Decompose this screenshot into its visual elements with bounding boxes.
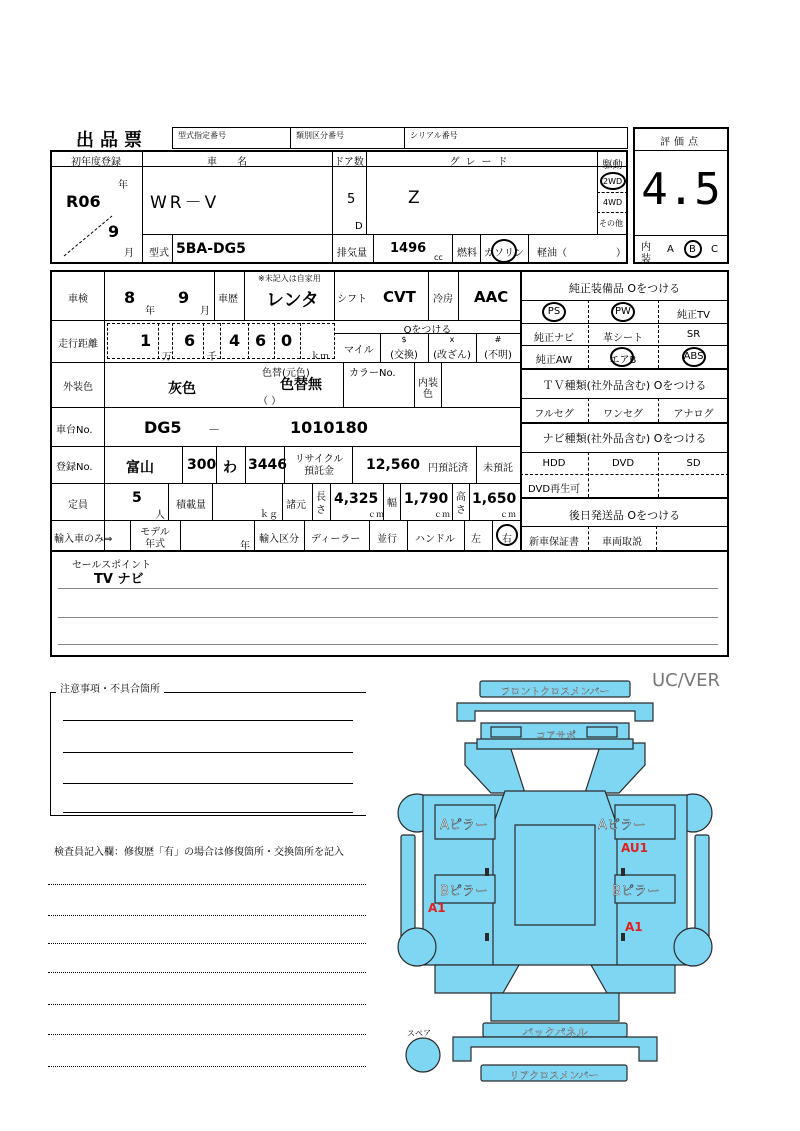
color-no-label: カラーNo. (349, 368, 396, 379)
repaint-value: 色替無 (280, 377, 322, 393)
damage-mark-au1: AU1 (621, 841, 649, 855)
first-reg-label: 初年度登録 (71, 157, 121, 168)
handle-label: ハンドル (415, 534, 455, 545)
mile-option[interactable]: マイル (344, 345, 374, 356)
grade-a: A (667, 244, 674, 255)
dims-label: 諸元 (286, 500, 306, 511)
reg-class: 300 (187, 457, 217, 473)
ac-value: AAC (474, 288, 509, 306)
label-b-pillar-left: Bピラー (440, 884, 488, 899)
tv-type-title: ＴＶ種類(社外品含む) Oをつける (542, 379, 707, 392)
equip-airbag-circle (610, 347, 634, 367)
mileage-digit-3: 4 (229, 331, 241, 350)
recycle-unit: 円預託済 (428, 463, 468, 474)
grade-b-circle (684, 240, 702, 258)
label-front-cross: フロントクロスメンバー (500, 687, 610, 698)
mileage-sen: 千 (207, 352, 217, 363)
diesel-close: ） (616, 248, 626, 259)
exterior-value: 灰色 (168, 381, 196, 397)
history-value: レンタ (266, 290, 319, 311)
model-label: 型式 (149, 248, 169, 259)
inspector-label: 検査員記入欄：修復歴「有」の場合は修復箇所・交換箇所を記入 (54, 847, 344, 858)
later-manual[interactable]: 車両取説 (602, 537, 642, 548)
import-dealer[interactable]: ディーラー (311, 534, 361, 545)
equip-abs-circle (682, 347, 706, 367)
car-name-value: WR－V (150, 193, 220, 213)
navi-sd[interactable]: SD (686, 458, 701, 469)
reg-area: 富山 (126, 460, 154, 476)
tamper-option[interactable]: (改ざん) (433, 350, 471, 361)
tv-analog[interactable]: アナログ (673, 409, 714, 420)
displacement-unit: cc (434, 253, 443, 262)
label-core-support: コアサポ (536, 731, 576, 742)
navi-type-title: ナビ種類(社外品含む) Oをつける (542, 432, 707, 445)
tv-oneseg[interactable]: ワンセグ (603, 409, 643, 420)
header-fields (172, 127, 628, 149)
displacement-label: 排気量 (337, 248, 367, 259)
equip-navi[interactable]: 純正ナビ (534, 333, 574, 344)
equip-airbag[interactable]: エアB (609, 355, 637, 366)
year-unit: 年 (118, 180, 128, 191)
class-no-label: 類別区分番号 (296, 131, 344, 140)
recycle-label: リサイクル (294, 454, 344, 465)
equip-pw-circle (611, 302, 635, 322)
first-reg-month: 9 (108, 222, 120, 241)
ac-label: 冷房 (433, 294, 453, 305)
grade-b: B (689, 244, 696, 255)
mileage-digit-5: 0 (281, 331, 293, 350)
reg-kana: わ (223, 460, 237, 476)
equip-ps-circle (542, 302, 566, 322)
first-reg-year: R06 (66, 192, 101, 211)
interior-grade-label-2: 装 (641, 254, 651, 265)
drive-4wd: 4WD (603, 198, 623, 207)
doors-label: ドア数 (334, 157, 364, 168)
damage-mark-a1-right: A1 (625, 920, 643, 934)
mileage-digit-2: 6 (184, 331, 196, 350)
repaint-paren: （ ） (258, 396, 282, 407)
load-label: 積載量 (176, 500, 206, 511)
grade-label: グレード (449, 157, 514, 168)
mileage-man: 万 (162, 352, 172, 363)
inspection-month-unit: 月 (200, 306, 210, 317)
equip-pw[interactable]: PW (615, 306, 631, 317)
sales-point-label: セールスポイント (72, 560, 152, 571)
capacity-label: 定員 (68, 500, 88, 511)
equip-aw[interactable]: 純正AW (535, 355, 573, 366)
model-year-unit: 年 (240, 541, 250, 552)
displacement-value: 1496 (390, 241, 427, 256)
caution-box (50, 692, 366, 816)
later-warranty[interactable]: 新車保証書 (529, 537, 579, 548)
doors-unit: D (355, 221, 363, 232)
chassis-label: 車台No. (56, 425, 93, 436)
mileage-label: 走行距離 (58, 339, 98, 350)
car-name-label: 車名 (207, 157, 267, 168)
unknown-option[interactable]: (不明) (484, 350, 512, 361)
mileage-digit-4: 6 (255, 331, 267, 350)
fuel-gasoline-circle (491, 239, 517, 263)
drive-label: 駆動 (602, 160, 623, 171)
handle-right[interactable]: 右 (502, 534, 512, 545)
tamper-symbol: x (449, 335, 455, 344)
import-parallel[interactable]: 並行 (377, 534, 397, 545)
tv-fullseg[interactable]: フルセグ (534, 409, 574, 420)
chassis-dash: － (208, 423, 221, 437)
length-label-2: さ (316, 505, 326, 516)
mileage-digit-1: 1 (140, 331, 152, 350)
doors-value: 5 (347, 192, 356, 207)
navi-dvd-play[interactable]: DVD再生可 (528, 484, 581, 495)
damage-mark-a1-left: A1 (428, 901, 446, 915)
equip-ps[interactable]: PS (547, 306, 561, 317)
inspection-month: 9 (178, 288, 190, 307)
sheet-title: 出品票 (76, 130, 148, 151)
exterior-label: 外装色 (63, 382, 93, 393)
handle-right-circle (496, 524, 518, 546)
capacity-value: 5 (132, 490, 142, 506)
reg-label: 登録No. (56, 462, 93, 473)
width-label: 幅 (387, 498, 397, 509)
shift-label: シフト (337, 294, 367, 305)
caution-label: 注意事項・不具合箇所 (56, 680, 164, 695)
model-year-label: モデル (140, 527, 170, 538)
later-title: 後日発送品 Oをつける (568, 509, 681, 522)
fuel-label: 燃料 (457, 248, 477, 259)
length-value: 4,325 (334, 491, 379, 507)
navi-dvd[interactable]: DVD (611, 458, 635, 469)
equip-tv[interactable]: 純正TV (677, 310, 710, 321)
mileage-mark-label: Oをつける (403, 325, 452, 336)
label-spare: スペア (407, 1029, 431, 1038)
label-b-pillar-right: Bピラー (612, 884, 660, 899)
interior-color-label-2: 色 (423, 389, 433, 400)
model-value: 5BA-DG5 (176, 241, 246, 257)
import-label: 輸入車のみ⇒ (54, 534, 113, 545)
recycle-unpaid: 未預託 (483, 463, 513, 474)
fuel-value: ガソリン (484, 248, 524, 259)
inspection-year-unit: 年 (145, 306, 155, 317)
interior-grade-label: 内 (641, 242, 651, 253)
score-label: 評価点 (660, 137, 702, 148)
reg-number: 3446 (248, 457, 287, 473)
grade-c: C (711, 244, 718, 255)
month-unit: 月 (124, 248, 134, 259)
handle-left[interactable]: 左 (471, 534, 481, 545)
serial-label: シリアル番号 (410, 131, 458, 140)
length-label: 長 (316, 492, 326, 503)
chassis-prefix: DG5 (144, 418, 182, 437)
sales-point-value: TV ナビ (94, 572, 144, 587)
width-value: 1,790 (404, 491, 449, 507)
model-no-label: 型式指定番号 (178, 131, 226, 140)
height-label-2: さ (456, 505, 466, 516)
height-value: 1,650 (472, 491, 517, 507)
mileage-unit: ｋｍ (311, 352, 330, 362)
history-label: 車歴 (218, 294, 238, 305)
height-label: 高 (456, 492, 466, 503)
label-a-pillar-right: Aピラー (598, 818, 646, 833)
history-note: ※未記入は自家用 (258, 274, 321, 283)
drive-other: その他 (599, 219, 623, 228)
unknown-symbol: # (494, 335, 502, 344)
inspection-label: 車検 (68, 294, 88, 305)
width-unit: ｃｍ (434, 510, 450, 519)
model-year-label-2: 年式 (145, 539, 165, 550)
diesel-label: 軽油（ (537, 248, 567, 259)
load-unit: ｋｇ (260, 510, 279, 520)
interior-color-label: 内装 (418, 378, 438, 389)
inspection-year: 8 (124, 288, 136, 307)
label-back-panel: バックパネル (522, 1026, 588, 1039)
recycle-label-2: 預託金 (304, 466, 334, 477)
equip-sr[interactable]: SR (686, 329, 701, 340)
chassis-number: 1010180 (290, 418, 368, 437)
drive-2wd-circle (600, 172, 626, 190)
navi-hdd[interactable]: HDD (542, 458, 566, 469)
label-rear-cross: リアクロスメンバー (509, 1071, 599, 1082)
height-unit: ｃｍ (500, 510, 516, 519)
score-value: 4.5 (641, 164, 721, 215)
grade-value: Z (408, 188, 420, 208)
length-unit: ｃｍ (368, 510, 384, 519)
equip-leather[interactable]: 革シート (603, 333, 643, 344)
label-a-pillar-left: Aピラー (440, 818, 488, 833)
recycle-value: 12,560 (366, 457, 421, 473)
brand-mark: UC/VER (652, 670, 721, 691)
import-type-label: 輸入区分 (259, 534, 299, 545)
equip-title: 純正装備品 Oをつける (568, 282, 681, 295)
drive-2wd: 2WD (603, 177, 623, 186)
swap-symbol: $ (401, 335, 407, 344)
capacity-unit: 人 (155, 510, 165, 521)
swap-option[interactable]: (交換) (390, 350, 418, 361)
repaint-label: 色替(元色) (262, 368, 310, 379)
shift-value: CVT (383, 288, 416, 306)
equip-abs[interactable]: ABS (683, 351, 704, 362)
